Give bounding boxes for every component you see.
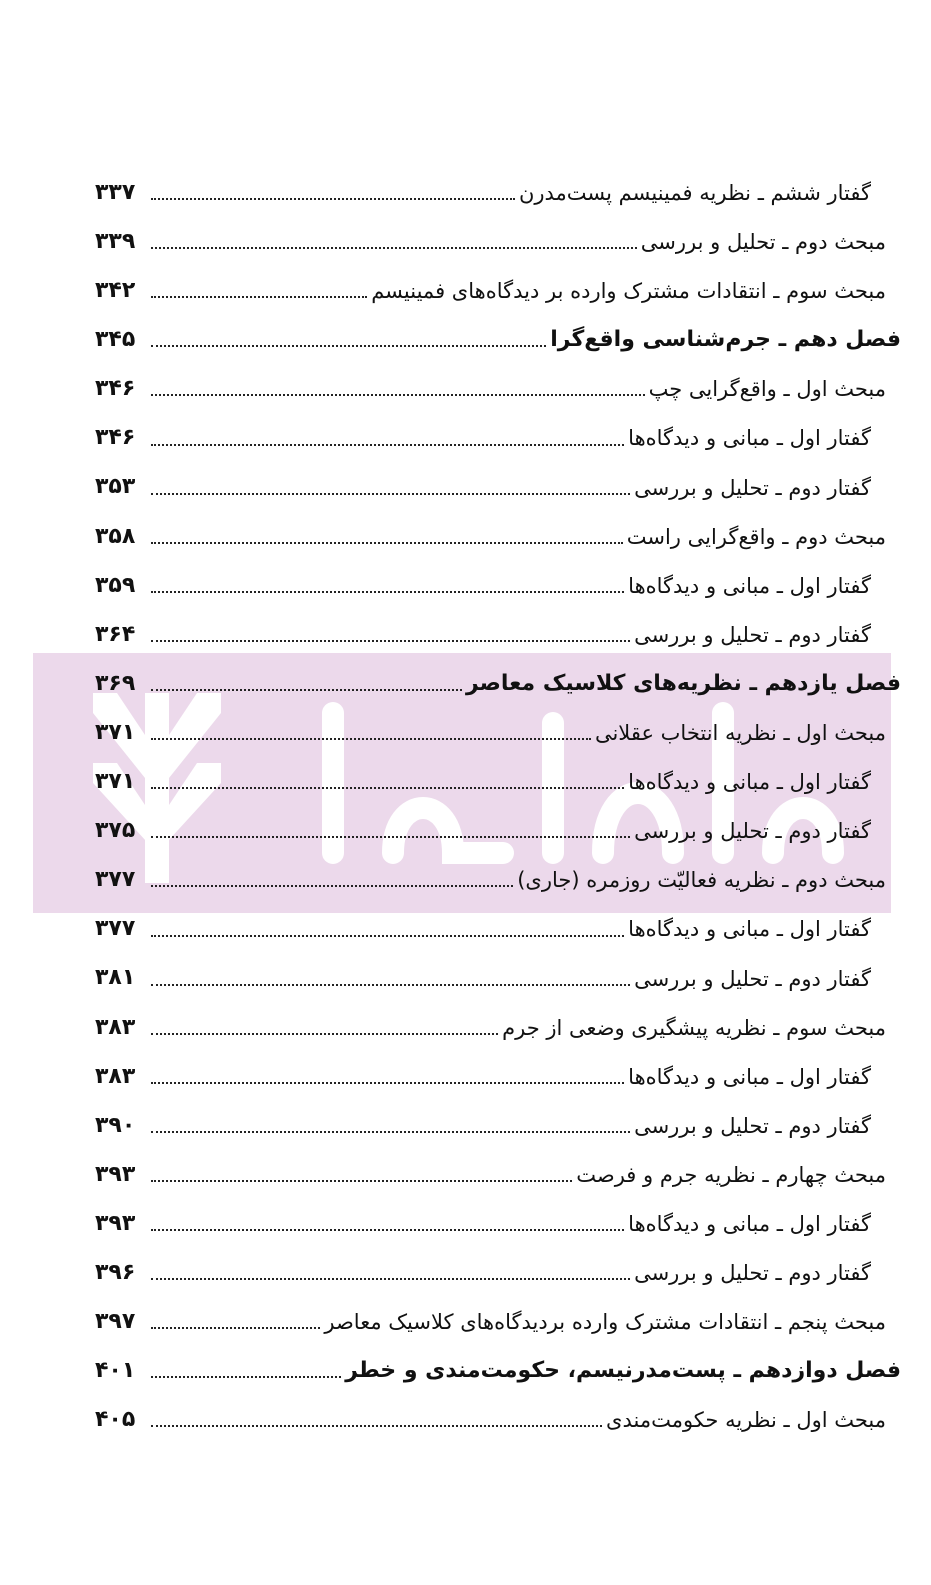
toc-entry-row — [95, 211, 901, 260]
toc-page-number: ۳۹۳ — [95, 1161, 136, 1187]
toc-entry-row — [95, 506, 901, 555]
toc-entry-row — [95, 702, 901, 751]
toc-entry-title: گفتار دوم ـ تحلیل و بررسی — [634, 1261, 871, 1286]
toc-entry-title: مبحث سوم ـ نظریه پیشگیری وضعی از جرم — [502, 1015, 886, 1040]
toc-page-number: ۳۸۱ — [95, 965, 136, 991]
toc-page-number: ۳۹۷ — [95, 1309, 136, 1335]
toc-entry-title: مبحث اول ـ نظریه حکومت‌مندی — [606, 1408, 886, 1433]
dot-leader — [151, 1229, 624, 1231]
toc-entry-title: گفتار دوم ـ تحلیل و بررسی — [634, 622, 871, 647]
toc-entry-title: گفتار اول ـ مبانی و دیدگاه‌ها — [628, 1211, 871, 1236]
toc-chapter-row — [95, 653, 901, 702]
dot-leader — [151, 247, 637, 249]
toc-entry-row — [95, 800, 901, 849]
toc-entry-row — [95, 407, 901, 456]
dot-leader — [151, 1278, 630, 1280]
toc-entry-title: گفتار دوم ـ تحلیل و بررسی — [634, 1113, 871, 1138]
toc-entry-title: فصل دوازدهم ـ پست‌مدرنیسم، حکومت‌مندی و خطر — [345, 1358, 901, 1384]
dot-leader — [151, 1131, 630, 1133]
toc-entry-title: مبحث چهارم ـ نظریه جرم و فرصت — [576, 1162, 886, 1187]
dot-leader — [151, 984, 630, 986]
dot-leader — [151, 836, 630, 838]
dot-leader — [151, 689, 462, 691]
toc-page-number: ۳۴۲ — [95, 278, 136, 304]
dot-leader — [151, 1376, 341, 1378]
dot-leader — [151, 296, 367, 298]
toc-entry-title: گفتار اول ـ مبانی و دیدگاه‌ها — [628, 573, 871, 598]
toc-page-number: ۴۰۵ — [95, 1407, 136, 1433]
toc-entry-title: مبحث دوم ـ تحلیل و بررسی — [640, 230, 886, 255]
toc-page-number: ۳۵۹ — [95, 572, 136, 598]
toc-entry-row — [95, 358, 901, 407]
toc-page-number: ۳۶۹ — [95, 670, 136, 696]
toc-entry-row — [95, 1095, 901, 1144]
dot-leader — [151, 1425, 602, 1427]
dot-leader — [151, 345, 546, 347]
toc-entry-title: گفتار اول ـ مبانی و دیدگاه‌ها — [628, 917, 871, 942]
toc-entry-title: فصل دهم ـ جرم‌شناسی واقع‌گرا — [550, 327, 901, 353]
toc-entry-title: گفتار دوم ـ تحلیل و بررسی — [634, 819, 871, 844]
toc-entry-title: گفتار دوم ـ تحلیل و بررسی — [634, 966, 871, 991]
dot-leader — [151, 640, 630, 642]
dot-leader — [151, 198, 515, 200]
toc-entry-row — [95, 751, 901, 800]
toc-entry-title: گفتار اول ـ مبانی و دیدگاه‌ها — [628, 1064, 871, 1089]
dot-leader — [151, 935, 624, 937]
dot-leader — [151, 542, 623, 544]
toc-entry-title: گفتار ششم ـ نظریه فمینیسم پست‌مدرن — [518, 181, 871, 205]
toc-entry-title: فصل یازدهم ـ نظریه‌های کلاسیک معاصر — [465, 670, 901, 696]
toc-entry-title: مبحث سوم ـ انتقادات مشترک وارده بر دیدگاه‌های فمینیسم — [371, 279, 886, 304]
toc-page-number: ۴۰۱ — [95, 1358, 136, 1384]
toc-entry-row — [95, 162, 901, 211]
toc-entry-row — [95, 1193, 901, 1242]
toc-page-number: ۳۷۵ — [95, 818, 136, 844]
toc-entry-title: مبحث پنجم ـ انتقادات مشترک وارده بردیدگاه‌های کلاسیک معاصر — [324, 1310, 886, 1335]
toc-entry-row — [95, 1389, 901, 1438]
dot-leader — [151, 493, 630, 495]
toc-page-number: ۳۵۸ — [95, 523, 136, 549]
table-of-contents — [95, 162, 901, 1438]
toc-entry-title: گفتار اول ـ مبانی و دیدگاه‌ها — [628, 770, 871, 795]
toc-entry-row — [95, 948, 901, 997]
dot-leader — [151, 885, 513, 887]
dot-leader — [151, 1180, 572, 1182]
toc-page-number: ۳۴۶ — [95, 425, 136, 451]
dot-leader — [151, 591, 624, 593]
toc-entry-row — [95, 997, 901, 1046]
toc-entry-row — [95, 1291, 901, 1340]
toc-entry-title: مبحث دوم ـ واقع‌گرایی راست — [626, 524, 886, 549]
dot-leader — [151, 787, 624, 789]
toc-entry-title: گفتار اول ـ مبانی و دیدگاه‌ها — [628, 426, 871, 451]
toc-entry-row — [95, 1242, 901, 1291]
toc-entry-row — [95, 1046, 901, 1095]
toc-page-number: ۳۵۳ — [95, 474, 136, 500]
toc-entry-title: گفتار دوم ـ تحلیل و بررسی — [634, 475, 871, 500]
toc-page-number: ۳۹۳ — [95, 1210, 136, 1236]
toc-page-number: ۳۳۹ — [95, 229, 136, 254]
toc-page-number: ۳۷۷ — [95, 867, 136, 893]
toc-page-number: ۳۴۶ — [95, 376, 136, 402]
toc-page-number: ۳۹۰ — [95, 1112, 136, 1138]
toc-entry-title: مبحث اول ـ نظریه انتخاب عقلانی — [594, 721, 886, 746]
toc-page-number: ۳۳۷ — [95, 179, 136, 205]
dot-leader — [151, 738, 591, 740]
dot-leader — [151, 1082, 624, 1084]
toc-page-number: ۳۷۱ — [95, 719, 136, 745]
toc-entry-row — [95, 898, 901, 947]
toc-entry-title: مبحث دوم ـ نظریه فعالیّت روزمره (جاری) — [517, 868, 886, 893]
toc-entry-row — [95, 555, 901, 604]
toc-page-number: ۳۷۱ — [95, 769, 136, 795]
toc-page-number: ۳۴۵ — [95, 327, 136, 353]
toc-entry-row — [95, 457, 901, 506]
dot-leader — [151, 1327, 320, 1329]
toc-page-number: ۳۷۷ — [95, 916, 136, 942]
dot-leader — [151, 394, 645, 396]
toc-chapter-row — [95, 1340, 901, 1389]
toc-entry-row — [95, 260, 901, 309]
dot-leader — [151, 1033, 498, 1035]
toc-entry-title: مبحث اول ـ واقع‌گرایی چپ — [648, 377, 886, 402]
toc-page-number: ۳۸۳ — [95, 1063, 136, 1089]
toc-entry-row — [95, 1144, 901, 1193]
toc-chapter-row — [95, 309, 901, 358]
toc-page-number: ۳۹۶ — [95, 1259, 136, 1285]
toc-entry-row — [95, 604, 901, 653]
toc-page-number: ۳۸۳ — [95, 1014, 136, 1040]
toc-entry-row — [95, 849, 901, 898]
dot-leader — [151, 444, 624, 446]
toc-page-number: ۳۶۴ — [95, 621, 136, 647]
